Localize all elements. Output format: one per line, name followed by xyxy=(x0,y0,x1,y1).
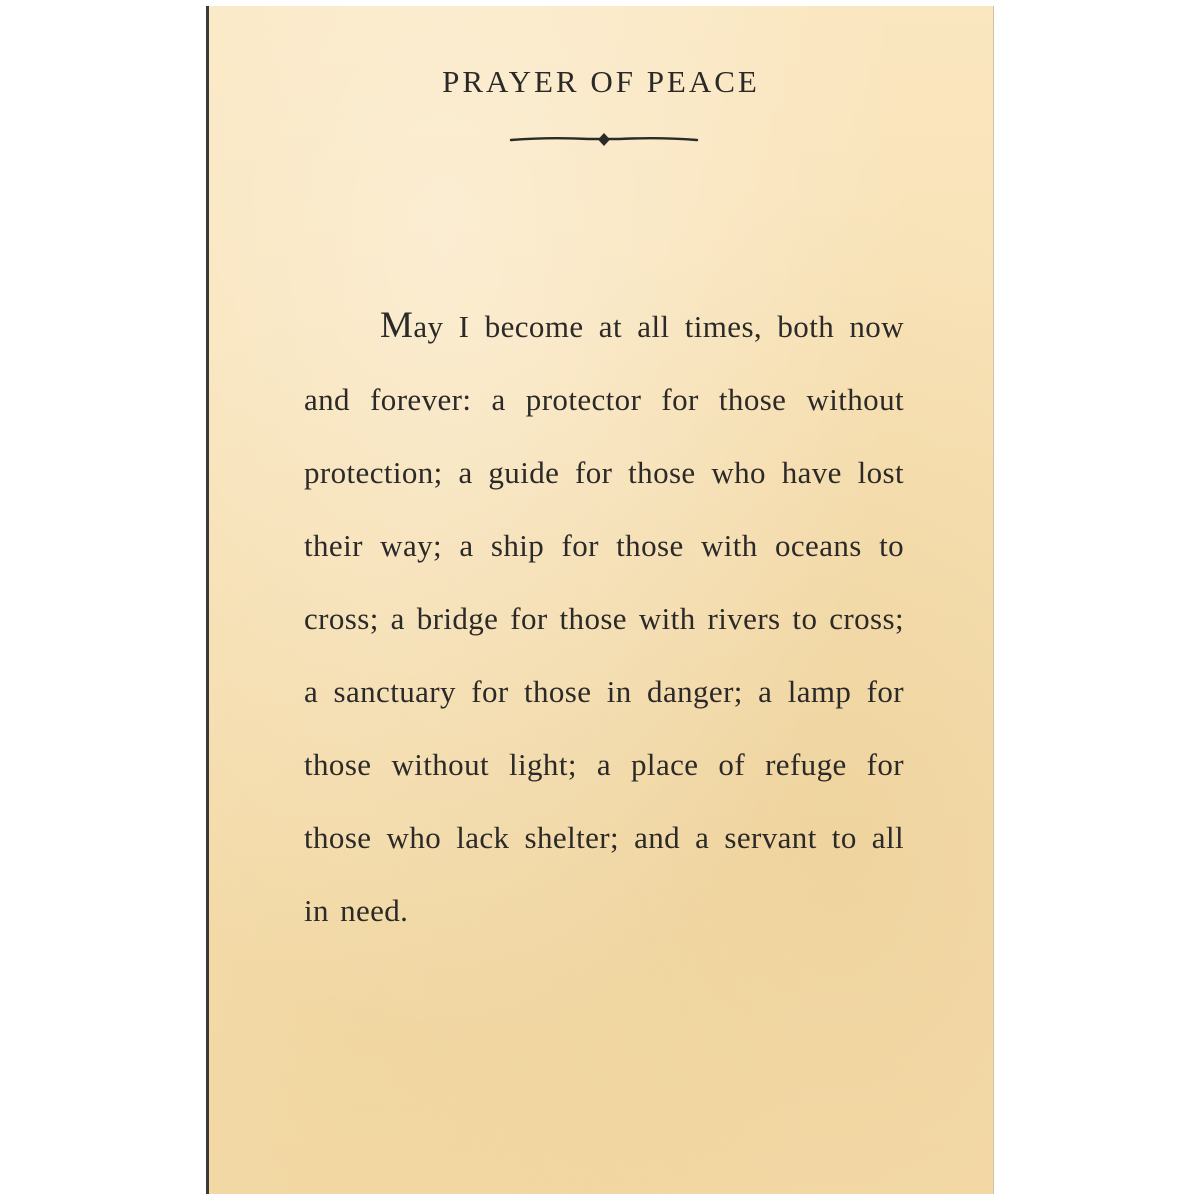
prayer-first-letter: M xyxy=(380,305,414,346)
page-title: PRAYER OF PEACE xyxy=(442,64,760,99)
prayer-body: ay I become at all times, both now and forever: a protector for those without protection; a guide for those who have lost their way; a ship for those with oceans to cross; a bridge for those with rivers to cross; a sanctuary for those in danger; a lamp for those without light; a place of refuge for those who lack shelter; and a servant to all in need. xyxy=(304,309,904,928)
prayer-sign-panel xyxy=(206,6,994,1194)
divider-ornament-icon xyxy=(509,130,699,150)
prayer-text xyxy=(304,289,904,947)
